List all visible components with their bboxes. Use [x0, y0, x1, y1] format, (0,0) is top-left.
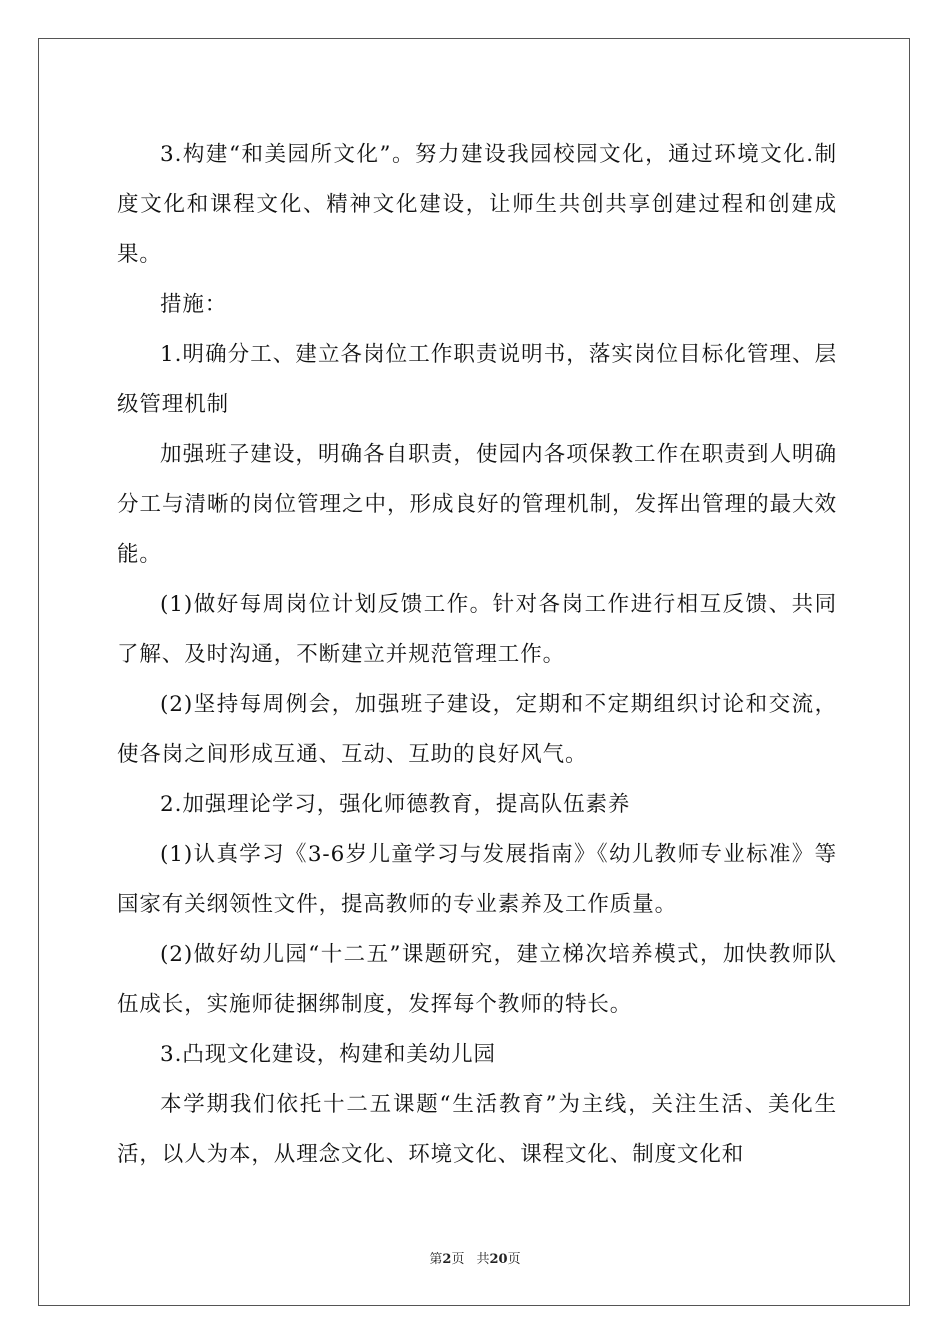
- document-body: [117, 130, 837, 1180]
- total-pages: 20: [489, 1252, 508, 1267]
- total-prefix: 共: [476, 1252, 490, 1267]
- page-prefix: 第: [429, 1252, 443, 1267]
- paragraph: 3.构建“和美园所文化”。努力建设我园校园文化，通过环境文化.制度文化和课程文化、精神文化建设，让师生共创共享创建过程和创建成果。: [117, 142, 837, 267]
- paragraph: (2)做好幼儿园“十二五”课题研究，建立梯次培养模式，加快教师队伍成长，实施师徒捆绑制度，发挥每个教师的特长。: [117, 942, 837, 1017]
- page-suffix: 页: [451, 1252, 465, 1267]
- paragraph: (1)认真学习《3-6岁儿童学习与发展指南》《幼儿教师专业标准》等国家有关纲领性文件，提高教师的专业素养及工作质量。: [117, 842, 837, 917]
- paragraph: (2)坚持每周例会，加强班子建设，定期和不定期组织讨论和交流，使各岗之间形成互通、互动、互助的良好风气。: [117, 692, 837, 767]
- paragraph: 1.明确分工、建立各岗位工作职责说明书，落实岗位目标化管理、层级管理机制: [117, 342, 837, 417]
- paragraph: 2.加强理论学习，强化师德教育，提高队伍素养: [160, 792, 631, 817]
- paragraph: 本学期我们依托十二五课题“生活教育”为主线，关注生活、美化生活，以人为本，从理念文化、环境文化、课程文化、制度文化和: [117, 1092, 837, 1167]
- paragraph: (1)做好每周岗位计划反馈工作。针对各岗工作进行相互反馈、共同了解、及时沟通，不断建立并规范管理工作。: [117, 592, 837, 667]
- paragraph: 加强班子建设，明确各自职责，使园内各项保教工作在职责到人明确分工与清晰的岗位管理之中，形成良好的管理机制，发挥出管理的最大效能。: [117, 442, 837, 567]
- page-number: 2: [442, 1252, 452, 1267]
- paragraph: 3.凸现文化建设，构建和美幼儿园: [160, 1042, 496, 1067]
- page-footer: [0, 1248, 950, 1267]
- paragraph: 措施：: [160, 292, 228, 317]
- total-suffix: 页: [507, 1252, 521, 1267]
